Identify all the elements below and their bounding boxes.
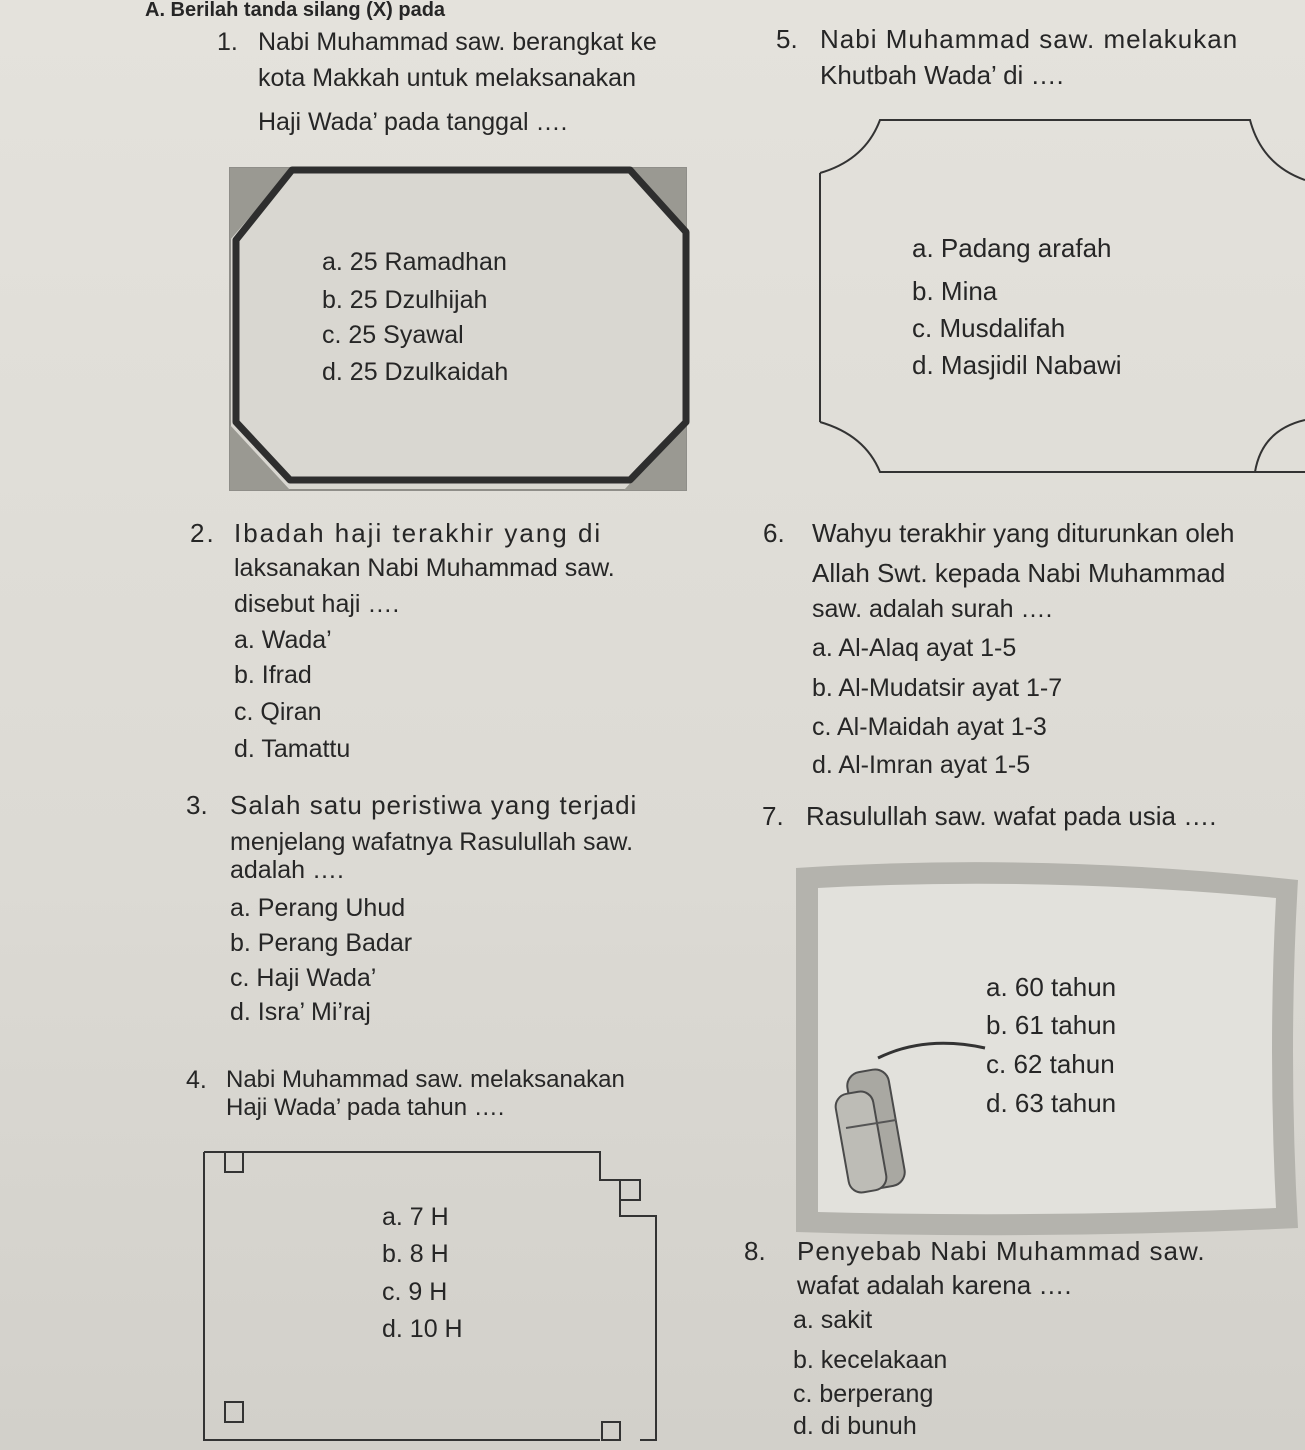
answer-option[interactable]: a. Perang Uhud [230,894,406,922]
answer-option[interactable]: d. Tamattu [234,735,351,763]
answer-option[interactable]: d. di bunuh [793,1412,917,1440]
answer-option[interactable]: b. 61 tahun [986,1010,1117,1040]
q5-option-frame [820,120,1305,472]
answer-option[interactable]: a. sakit [793,1306,873,1334]
answer-option[interactable]: c. berperang [793,1380,934,1408]
answer-option[interactable]: b. Perang Badar [230,929,413,957]
answer-option[interactable]: a. 60 tahun [986,972,1117,1002]
question-text: Nabi Muhammad saw. berangkat ke [258,28,657,56]
question-number: 3. [186,790,208,820]
question-text: Khutbah Wada’ di …. [820,60,1064,90]
section-header: A. Berilah tanda silang (X) pada [145,0,446,21]
answer-option[interactable]: b. 8 H [382,1240,449,1268]
answer-option[interactable]: d. Masjidil Nabawi [912,350,1122,380]
answer-option[interactable]: c. Al-Maidah ayat 1-3 [812,713,1047,741]
question-number: 1. [217,28,238,56]
question-text: disebut haji …. [234,590,400,618]
question-text: Haji Wada’ pada tanggal …. [258,108,568,136]
question-number: 7. [762,801,784,831]
answer-option[interactable]: a. Padang arafah [912,233,1112,263]
question-number: 2. [190,518,216,548]
answer-option[interactable]: d. 10 H [382,1315,463,1343]
answer-option[interactable]: a. Al-Alaq ayat 1-5 [812,634,1017,662]
answer-option[interactable]: a. Wada’ [234,626,332,654]
answer-option[interactable]: c. 25 Syawal [322,321,464,349]
question-text: menjelang wafatnya Rasulullah saw. [230,828,634,856]
question-number: 4. [186,1066,207,1094]
question-text: Haji Wada’ pada tahun …. [226,1094,505,1121]
answer-option[interactable]: c. 9 H [382,1278,448,1306]
answer-option[interactable]: d. Al-Imran ayat 1-5 [812,751,1031,779]
answer-option[interactable]: b. 25 Dzulhijah [322,286,488,314]
answer-option[interactable]: d. Isra’ Mi’raj [230,998,371,1026]
question-text: Allah Swt. kepada Nabi Muhammad [812,558,1226,588]
answer-option[interactable]: b. kecelakaan [793,1346,948,1374]
question-text: Rasulullah saw. wafat pada usia …. [806,801,1217,831]
answer-option[interactable]: d. 25 Dzulkaidah [322,358,509,386]
answer-option[interactable]: c. 62 tahun [986,1049,1115,1079]
question-text: Penyebab Nabi Muhammad saw. [797,1236,1206,1266]
question-text: Salah satu peristiwa yang terjadi [230,790,638,820]
question-text: saw. adalah surah …. [812,595,1053,623]
answer-option[interactable]: b. Mina [912,276,998,306]
question-text: Ibadah haji terakhir yang di [234,518,603,548]
question-number: 6. [763,518,785,548]
answer-option[interactable]: c. Musdalifah [912,313,1066,343]
question-text: Wahyu terakhir yang diturunkan oleh [812,518,1235,548]
question-text: wafat adalah karena …. [797,1270,1072,1300]
question-text: Nabi Muhammad saw. melaksanakan [226,1066,625,1093]
question-text: Nabi Muhammad saw. melakukan [820,24,1239,54]
answer-option[interactable]: a. 25 Ramadhan [322,248,507,276]
answer-option[interactable]: c. Haji Wada’ [230,964,377,992]
answer-option[interactable]: a. 7 H [382,1203,449,1231]
question-number: 8. [744,1236,766,1266]
question-text: laksanakan Nabi Muhammad saw. [234,554,615,582]
question-text: kota Makkah untuk melaksanakan [258,64,636,92]
question-number: 5. [776,24,798,54]
answer-option[interactable]: c. Qiran [234,698,322,726]
answer-option[interactable]: b. Al-Mudatsir ayat 1-7 [812,674,1063,702]
question-text: adalah …. [230,856,344,884]
answer-option[interactable]: b. Ifrad [234,661,312,689]
answer-option[interactable]: d. 63 tahun [986,1088,1117,1118]
